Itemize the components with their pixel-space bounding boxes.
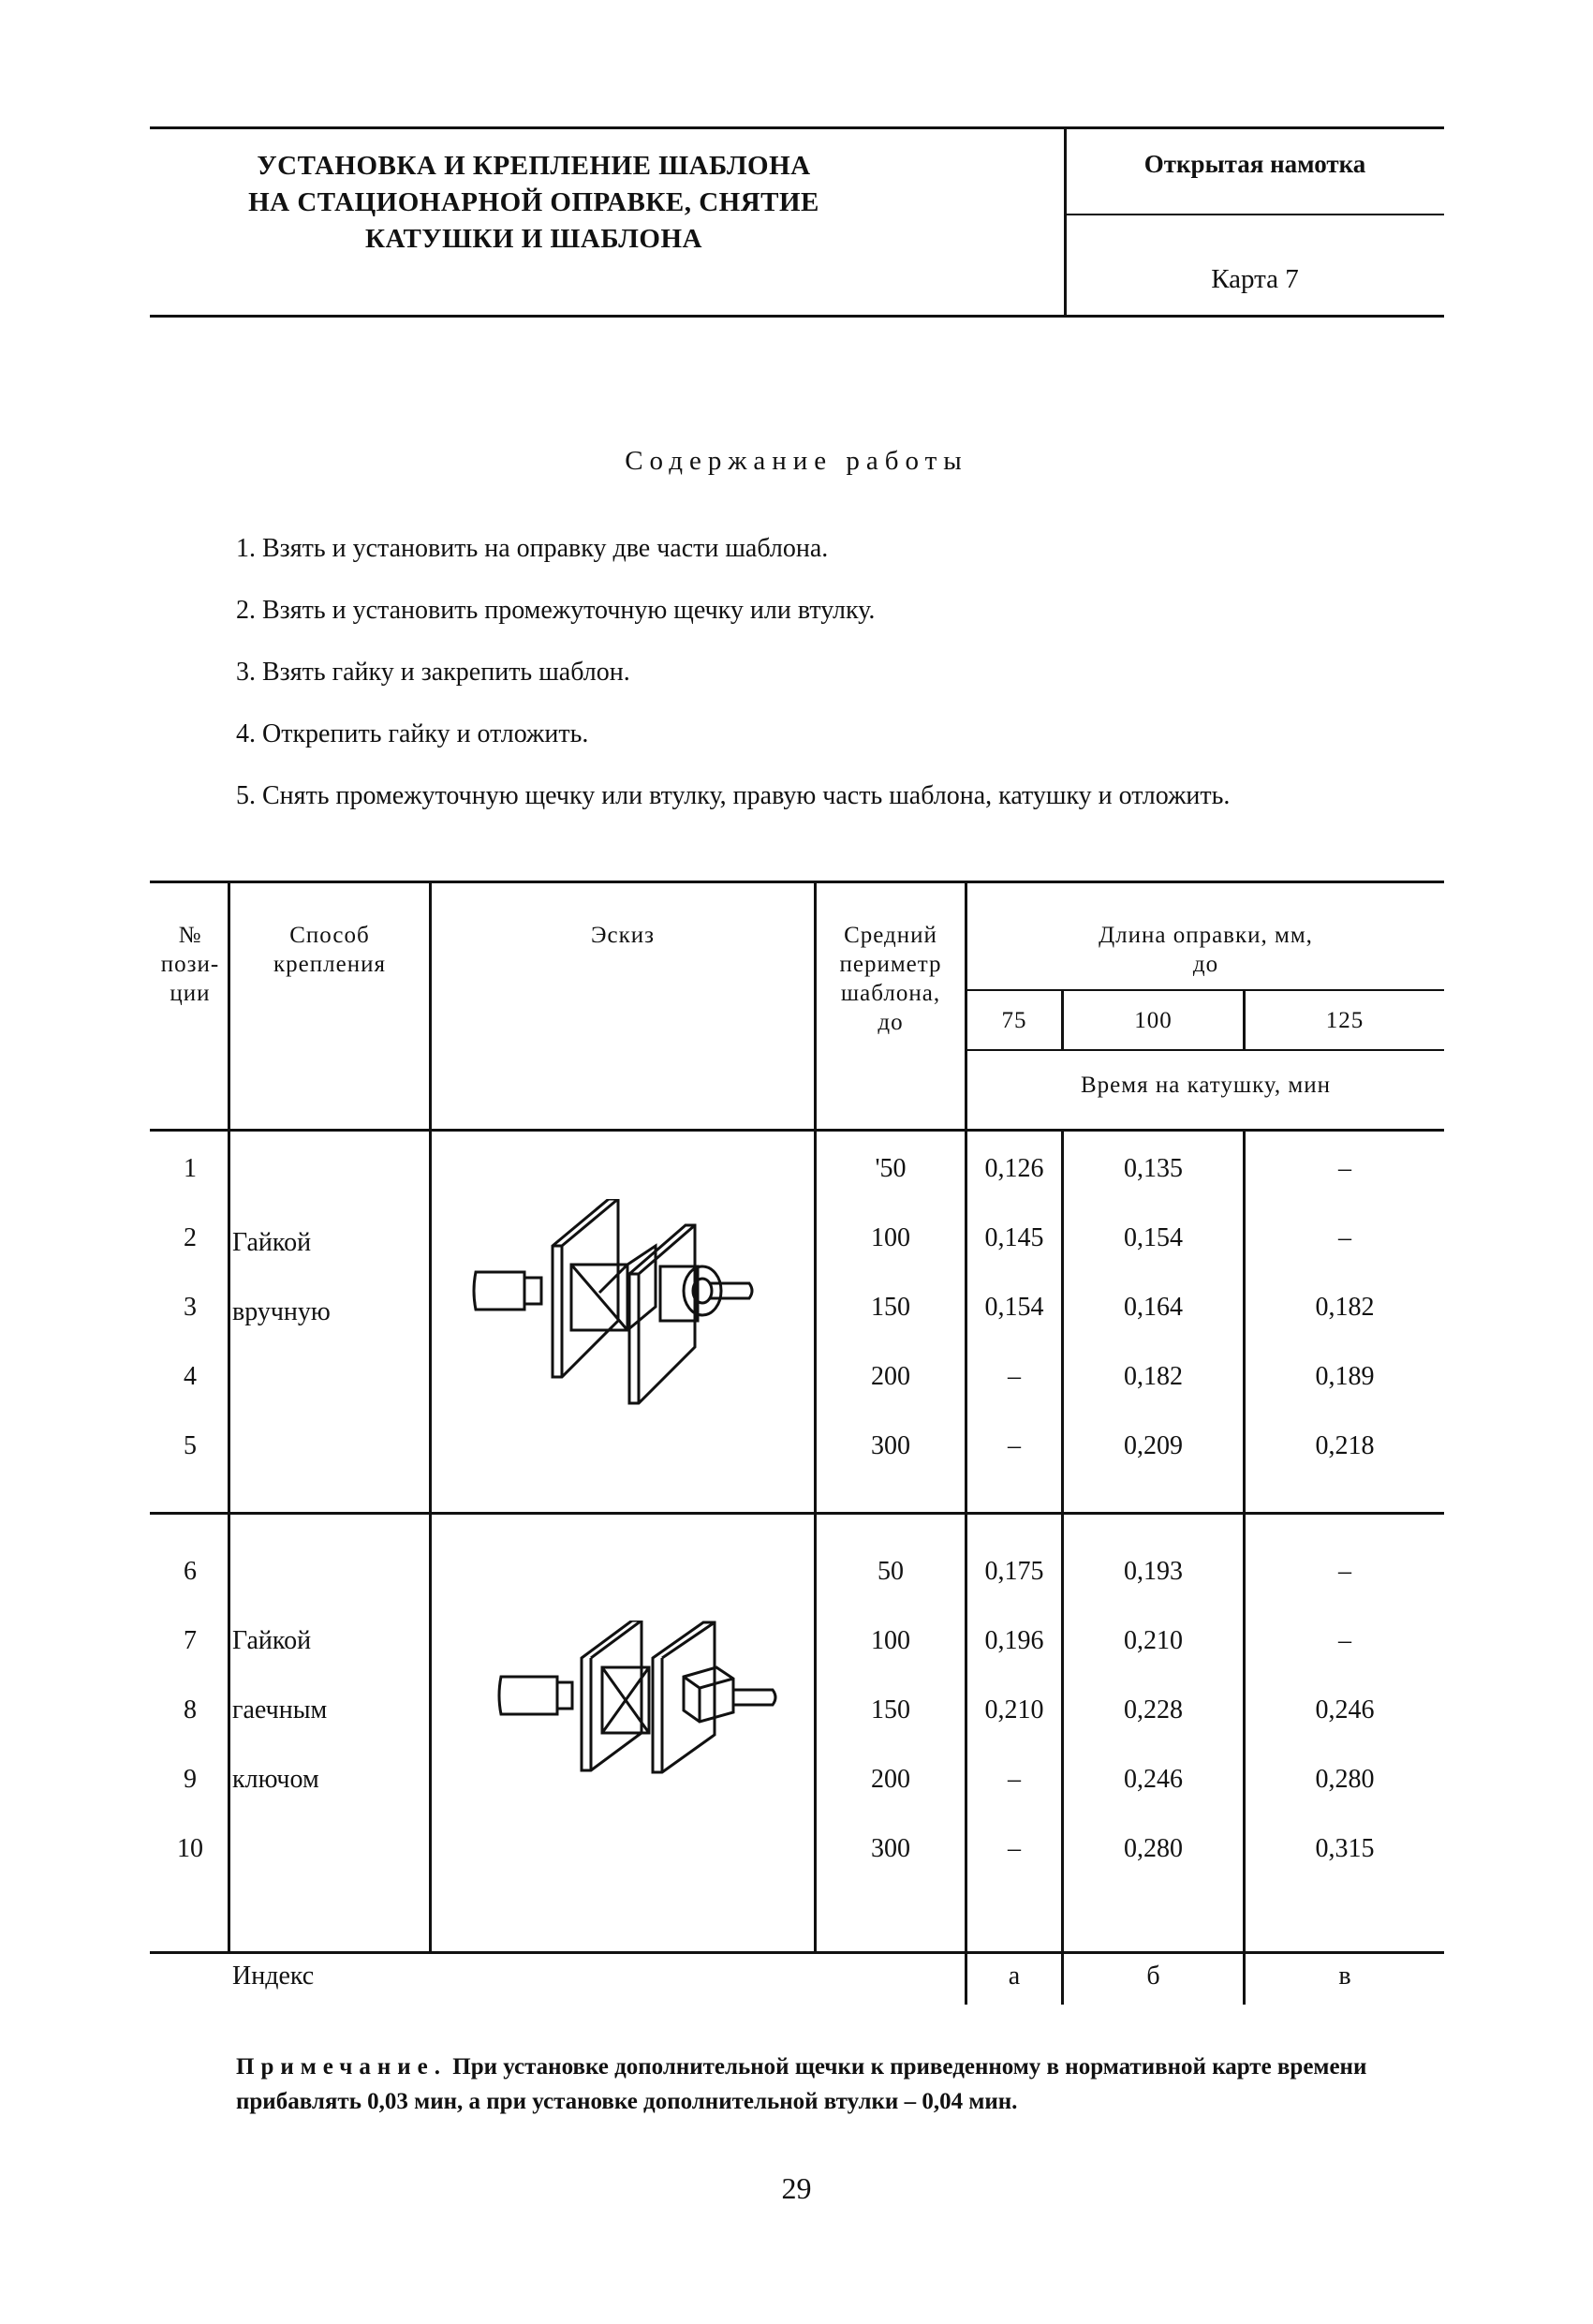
header-right-divider [1064,214,1444,215]
winding-type: Открытая намотка [1143,150,1366,178]
row-position: 3 [184,1293,197,1322]
row-time-125: 0,182 [1315,1293,1375,1322]
col-header-perimeter [817,921,965,1037]
method-line: гаечным [232,1695,328,1724]
template-hand-nut-sketch-icon [468,1199,787,1424]
header-divider [1064,126,1067,318]
row-time-125: 0,218 [1315,1431,1375,1460]
row-time-125: – [1338,1557,1351,1586]
row-time-100: 0,246 [1124,1765,1183,1794]
page-number: 29 [781,2171,812,2205]
list-item: 4. Открепить гайку и отложить. [236,719,589,748]
method-group-1 [232,1226,331,1329]
row-time-100: 0,280 [1124,1834,1183,1863]
row-time-100: 0,228 [1124,1695,1183,1724]
row-time-125: 0,280 [1315,1765,1375,1794]
row-time-100: 0,193 [1124,1557,1183,1586]
list-item: 5. Снять промежуточную щечку или втулку, правую часть шаблона, катушку и отложить. [236,781,1231,810]
header-top-rule [150,126,1444,129]
row-time-100: 0,154 [1124,1223,1183,1252]
header-line: до [878,1010,904,1035]
list-item: 1. Взять и установить на оправку две части шаблона. [236,534,829,563]
method-group-2 [232,1624,327,1797]
card-number: Карта 7 [1211,264,1299,294]
col-header-sketch: Эскиз [590,923,655,948]
row-position: 5 [184,1431,197,1460]
row-position: 4 [184,1362,197,1391]
section-title: Содержание работы [625,446,968,476]
row-time-75: 0,154 [984,1293,1044,1322]
row-time-75: – [1008,1834,1021,1863]
footnote-lead: Примечание. [236,2054,448,2080]
row-perimeter: 300 [871,1834,910,1863]
steps-list [236,532,1453,841]
col-header-length-125: 125 [1325,1008,1364,1033]
col-header-length-100: 100 [1134,1008,1173,1033]
row-time-100: 0,182 [1124,1362,1183,1391]
row-time-100: 0,135 [1124,1154,1183,1183]
row-time-125: 0,246 [1315,1695,1375,1724]
table-bottom-rule [150,1951,1444,1954]
header-line: крепления [273,952,386,977]
list-item: 3. Взять гайку и закрепить шаблон. [236,658,630,687]
row-perimeter: 100 [871,1626,910,1655]
page-title [150,148,918,258]
row-position: 8 [184,1695,197,1724]
header-line: № [178,923,202,948]
template-wrench-nut-sketch-icon [492,1621,801,1808]
row-position: 6 [184,1557,197,1586]
header-line: Длина оправки, мм, [1099,923,1313,948]
table-top-rule [150,881,1444,883]
title-line: КАТУШКИ И ШАБЛОНА [365,224,702,254]
row-time-75: – [1008,1765,1021,1794]
header-line: Средний [844,923,937,948]
row-time-75: – [1008,1362,1021,1391]
footnote [236,2050,1453,2119]
row-perimeter: 300 [871,1431,910,1460]
col-header-method [230,921,429,979]
title-line: УСТАНОВКА И КРЕПЛЕНИЕ ШАБЛОНА [257,151,811,181]
index-value-b: б [1146,1961,1160,1991]
index-value-v: в [1338,1961,1351,1991]
row-time-75: 0,210 [984,1695,1044,1724]
row-perimeter: 150 [871,1695,910,1724]
row-time-100: 0,210 [1124,1626,1183,1655]
row-position: 7 [184,1626,197,1655]
header-bottom-rule [150,315,1444,318]
row-time-75: 0,196 [984,1626,1044,1655]
row-position: 9 [184,1765,197,1794]
title-line: НА СТАЦИОНАРНОЙ ОПРАВКЕ, СНЯТИЕ [248,187,819,217]
footnote-text: При установке дополнительной щечки к приведенному в нормативной карте времени прибавлять 0,03 мин, а при установке дополнительной втулки – 0,04 мин. [236,2054,1367,2114]
row-perimeter: 100 [871,1223,910,1252]
row-time-125: 0,315 [1315,1834,1375,1863]
header-line: периметр [839,952,942,977]
row-time-75: 0,175 [984,1557,1044,1586]
header-line: шаблона, [840,981,941,1006]
method-line: Гайкой [232,1626,312,1655]
method-line: ключом [232,1765,319,1794]
header-line: до [1192,952,1219,977]
header-rule-time [965,1049,1444,1051]
row-time-100: 0,164 [1124,1293,1183,1322]
col-header-position [150,921,230,1008]
row-perimeter: 200 [871,1765,910,1794]
list-item: 2. Взять и установить промежуточную щечку или втулку. [236,596,876,625]
row-time-100: 0,209 [1124,1431,1183,1460]
row-position: 2 [184,1223,197,1252]
header-line: Способ [289,923,370,948]
row-position: 10 [177,1834,203,1863]
header-bottom-rule [150,1129,1444,1132]
index-value-a: а [1008,1961,1021,1991]
row-perimeter: 150 [871,1293,910,1322]
row-time-75: 0,126 [984,1154,1044,1183]
row-time-75: – [1008,1431,1021,1460]
group-divider-rule [150,1512,1444,1515]
header-line: пози- [160,952,220,977]
row-time-75: 0,145 [984,1223,1044,1252]
row-time-125: – [1338,1626,1351,1655]
row-time-125: – [1338,1223,1351,1252]
row-perimeter: '50 [875,1154,907,1183]
col-header-length-75: 75 [1001,1008,1027,1033]
method-line: вручную [232,1297,331,1326]
row-position: 1 [184,1154,197,1183]
row-time-125: 0,189 [1315,1362,1375,1391]
header-line: ции [170,981,211,1006]
row-perimeter: 200 [871,1362,910,1391]
col-header-time: Время на катушку, мин [1081,1073,1331,1098]
row-perimeter: 50 [878,1557,904,1586]
col-rule [429,881,432,1954]
col-header-mandrel-length [967,921,1444,979]
index-label: Индекс [232,1961,315,1991]
method-line: Гайкой [232,1228,312,1257]
header-rule-lengths [965,989,1444,991]
row-time-125: – [1338,1154,1351,1183]
